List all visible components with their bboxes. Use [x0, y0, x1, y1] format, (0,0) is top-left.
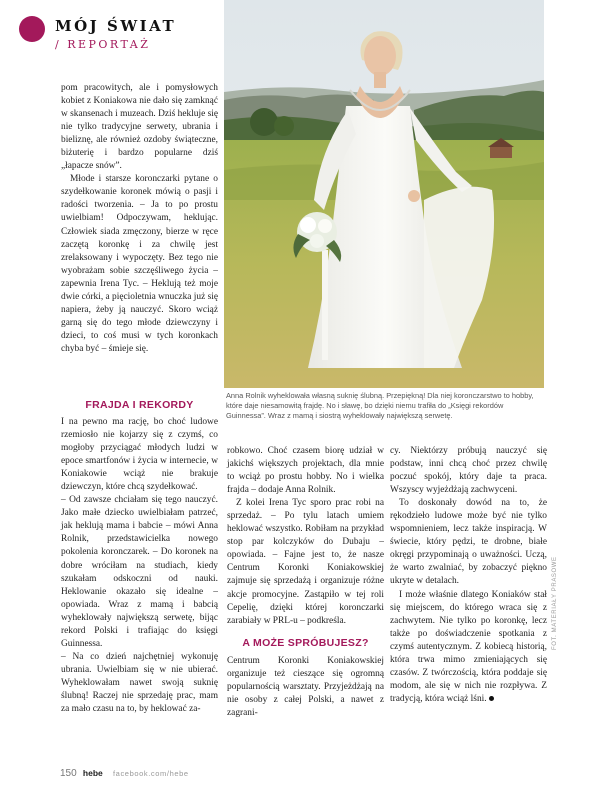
paragraph: Młode i starsze koronczarki pytane o szydełkowanie koronek mówią o pasji i radości tworzenia. – Ja to po prostu uwielbiam! Odpoczywam, heklując. Człowiek siada zmęczony, bierze w ręce zaczętą koronkę i za chwilę jest zrelaksowany i wypoczęty. Bez tego nie wyobrażam sobie szczęśliwego życia – zapewnia Irena Tyc. – Heklują też moje dwie córki, a pięcioletnia wnuczka już się napiera, żeby ją nauczyć. Skoro wciąż garną się do tego młode dziewczyny i dzieci, to coś musi w tych koronkach chyba być – śmieje się. — [61, 174, 218, 354]
column-1-bottom — [61, 399, 218, 716]
photo-credit: FOT. MATERIAŁY PRASOWE — [552, 556, 558, 650]
photo-caption: Anna Rolnik wyheklowała własną suknię ślubną. Przepiękną! Dla niej koronczarstwo to hobby, które daje niesamowitą frajdę. No i sławę, bo dzięki niemu trafiła do „Księgi rekordów Guinnessa”. Wraz z mamą i siostrą wyheklowały największą serwetę. — [226, 391, 534, 421]
column-1-top — [61, 82, 218, 356]
paragraph: Z kolei Irena Tyc sporo prac robi na sprzedaż. – Po tylu latach umiem heklować wszystko. Robiłam na przykład stop par kolczyków do Dubaju – opowiada. – Fajne jest to, że nasze Centrum Koronki Koniakowskiej zajmuje się sprzedażą i organizuje różne akcje promocyjne. Zastąpiło w tej roli Cepelię, dzięki której koronczarki zarabiały w PRL-u – podkreśla. — [227, 498, 384, 626]
paragraph: – Od zawsze chciałam się tego nauczyć. Jako małe dziecko uwielbiałam patrzeć, jak heklują mama i babcie – mówi Anna Rolnik, przedstawicielka nowego pokolenia koronczarek. – Do koronek na dobre wróciłam na studiach, kiedy szukałam odskoczni od nauki. Heklowanie okazało się idealne – opowiada. Wraz z mamą i babcią wyheklowały największą serwetę, bijąc rekord Polski i trafiając do księgi Guinnessa. — [61, 495, 218, 649]
paragraph-final-text: I może właśnie dlatego Koniaków stał się miejscem, do którego wraca się z zachwytem. Nie tylko po koronkę, lecz także po doświadczenie spotkania z czymś autentycznym. Z kobiecą historią, która trwa mimo zmieniających się czasów. Z twórczością, która poddaje się modom, ale się w nich nie rozpływa. Z tradycją, która wciąż lśni. — [390, 589, 547, 704]
page-number: 150 — [60, 768, 77, 779]
magazine-brand: hebe — [82, 768, 103, 778]
section-title: MÓJ ŚWIAT — [55, 17, 177, 35]
paragraph: pom pracowitych, ale i pomysłowych kobiet z Koniakowa nie dało się zamknąć w skansenach i muzeach. Dziś hekluje się nie tylko tradycyjne serwety, ubrania i bieliznę, ale również ozdoby świąteczne, biżuterię i bardzo popularne dziś „łapacze snów”. — [61, 83, 218, 172]
bride-photo-illustration — [224, 0, 544, 388]
heading-frajda: FRAJDA I REKORDY — [85, 399, 194, 411]
end-mark-icon — [489, 696, 494, 701]
column-3 — [390, 445, 547, 706]
paragraph: I na pewno ma rację, bo choć ludowe rzemiosło nie kojarzy się z czymś, co mogłoby przyciągać młodych ludzi w epoce smartfonów i życia w internecie, w Koniakowie wciąż nie brakuje dziewczyn, które chcą szydełkować. — [61, 417, 218, 493]
section-marker-circle — [19, 16, 45, 42]
paragraph: robkowo. Choć czasem biorę udział w jakichś większych projektach, dla mnie to wciąż po prostu hobby. No i wielka frajda – dodaje Anna Rolnik. — [227, 446, 384, 496]
paragraph: To doskonały dowód na to, że rękodzieło ludowe może być nie tylko wspomnieniem, lecz także inspiracją. W świecie, który pędzi, te drobne, białe okręgi przypominają o uważności. Uczą, że warto zwalniać, by zobaczyć piękno ukryte w detalach. — [390, 498, 547, 587]
heading-sprobujesz: A MOŻE SPRÓBUJESZ? — [242, 636, 369, 649]
paragraph-final — [390, 589, 547, 706]
paragraph: – Na co dzień najchętniej wykonuję ubrania. Uwielbiam się w nie ubierać. Wyheklowałam nawet swoją suknię ślubną! Raczej nie sprzedaję prac, mam za mało czasu na to, by heklować za- — [61, 651, 218, 715]
section-subtitle: / REPORTAŻ — [55, 38, 151, 51]
page-footer — [60, 768, 189, 779]
column-2 — [227, 445, 384, 720]
paragraph: cy. Niektórzy próbują nauczyć się podstaw, inni chcą choć przez chwilę poczuć spokój, który daje ta praca. Wszyscy wyjeżdżają zachwyceni. — [390, 446, 547, 496]
facebook-link[interactable]: facebook.com/hebe — [113, 769, 189, 778]
bride-photo — [224, 0, 544, 388]
paragraph: Centrum Koronki Koniakowskiej organizuje też cieszące się ogromną popularnością warsztaty. Przyjeżdżają na nie osoby z całej Polski, a nawet z zagrani- — [227, 655, 384, 718]
